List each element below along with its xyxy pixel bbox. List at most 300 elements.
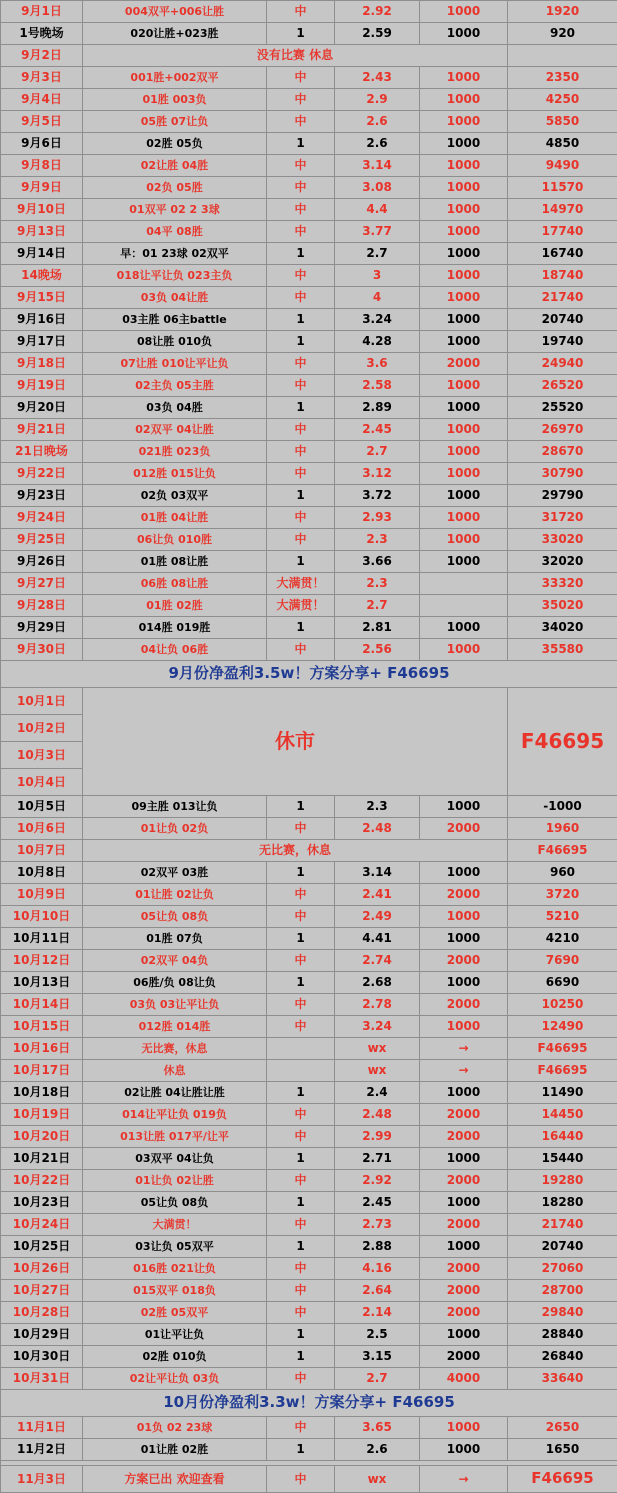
- table-row: [1, 796, 617, 818]
- row-date: 10月27日: [1, 1280, 83, 1302]
- row-odds: 3.72: [335, 485, 420, 507]
- row-date: 10月17日: [1, 1060, 83, 1082]
- table-row: [1, 441, 617, 463]
- row-content: 01胜 04让胜: [83, 507, 267, 529]
- row-result: 中: [267, 639, 335, 661]
- row-profit: 20740: [508, 1236, 617, 1258]
- table-row: [1, 67, 617, 89]
- table-row: [1, 994, 617, 1016]
- row-result: 1: [267, 23, 335, 45]
- row-odds: 4.4: [335, 199, 420, 221]
- table-row: [1, 221, 617, 243]
- row-result: 中: [267, 994, 335, 1016]
- row-stake: [420, 595, 508, 617]
- row-odds: 2.81: [335, 617, 420, 639]
- table-row: [1, 155, 617, 177]
- row-result: 中: [267, 441, 335, 463]
- row-content: 01双平 02 2 3球: [83, 199, 267, 221]
- row-date: 10月8日: [1, 862, 83, 884]
- row-profit: 1960: [508, 818, 617, 840]
- row-profit: 11490: [508, 1082, 617, 1104]
- row-odds: 3.14: [335, 155, 420, 177]
- row-odds: 2.3: [335, 573, 420, 595]
- row-content: 05胜 07让负: [83, 111, 267, 133]
- table-row: [1, 133, 617, 155]
- row-odds: 3.12: [335, 463, 420, 485]
- row-date: 10月5日: [1, 796, 83, 818]
- row-date: 9月1日: [1, 1, 83, 23]
- row-stake: 1000: [420, 397, 508, 419]
- row-odds: 2.68: [335, 972, 420, 994]
- row-content: 012胜 014胜: [83, 1016, 267, 1038]
- row-stake: 1000: [420, 1192, 508, 1214]
- row-content: 012胜 015让负: [83, 463, 267, 485]
- table-row: [1, 111, 617, 133]
- row-content: 016胜 021让负: [83, 1258, 267, 1280]
- row-result: 1: [267, 1439, 335, 1461]
- row-profit: 15440: [508, 1148, 617, 1170]
- row-result: 1: [267, 397, 335, 419]
- row-profit: 26520: [508, 375, 617, 397]
- row-stake: 1000: [420, 1417, 508, 1439]
- row-result: 中: [267, 199, 335, 221]
- row-result: 1: [267, 331, 335, 353]
- table-row: [1, 287, 617, 309]
- row-stake: 1000: [420, 551, 508, 573]
- row-odds: 3.15: [335, 1346, 420, 1368]
- row-date: 10月26日: [1, 1258, 83, 1280]
- row-content: 01负 02 23球: [83, 1417, 267, 1439]
- row-stake: 1000: [420, 972, 508, 994]
- row-stake: 1000: [420, 1439, 508, 1461]
- row-profit: 34020: [508, 617, 617, 639]
- row-stake: 1000: [420, 199, 508, 221]
- row-result: 中: [267, 529, 335, 551]
- row-odds: 2.6: [335, 1439, 420, 1461]
- row-date: 10月14日: [1, 994, 83, 1016]
- row-profit: 4210: [508, 928, 617, 950]
- row-content: 04让负 06胜: [83, 639, 267, 661]
- row-stake: 1000: [420, 221, 508, 243]
- table-row: [1, 397, 617, 419]
- row-stake: 1000: [420, 89, 508, 111]
- row-stake: 2000: [420, 1170, 508, 1192]
- row-odds: 2.43: [335, 67, 420, 89]
- table-row: [1, 1302, 617, 1324]
- row-profit: 24940: [508, 353, 617, 375]
- row-date: 10月28日: [1, 1302, 83, 1324]
- row-odds: 3.6: [335, 353, 420, 375]
- row-content: 05让负 08负: [83, 906, 267, 928]
- row-content: 001胜+002双平: [83, 67, 267, 89]
- row-profit: F46695: [508, 1038, 617, 1060]
- row-content: 02胜 010负: [83, 1346, 267, 1368]
- table-row: [1, 1016, 617, 1038]
- row-date: 9月25日: [1, 529, 83, 551]
- row-content: 014让平让负 019负: [83, 1104, 267, 1126]
- row-profit: 18280: [508, 1192, 617, 1214]
- row-date: 10月29日: [1, 1324, 83, 1346]
- row-profit: -1000: [508, 796, 617, 818]
- table-row: [1, 1346, 617, 1368]
- row-content: 03负 04胜: [83, 397, 267, 419]
- row-profit: 9490: [508, 155, 617, 177]
- table-row: [1, 928, 617, 950]
- row-odds: 3.77: [335, 221, 420, 243]
- row-stake: 2000: [420, 1104, 508, 1126]
- row-date: 10月24日: [1, 1214, 83, 1236]
- monthly-summary-row: [1, 661, 617, 688]
- row-profit: 17740: [508, 221, 617, 243]
- row-profit: 35020: [508, 595, 617, 617]
- row-result: 中: [267, 1126, 335, 1148]
- row-stake: 1000: [420, 155, 508, 177]
- row-stake: 1000: [420, 419, 508, 441]
- table-row: [1, 1126, 617, 1148]
- row-profit: [508, 45, 617, 67]
- table-row: [1, 950, 617, 972]
- row-content: 05让负 08负: [83, 1192, 267, 1214]
- row-content: 06胜 08让胜: [83, 573, 267, 595]
- row-odds: 2.48: [335, 818, 420, 840]
- table-row: [1, 1439, 617, 1461]
- row-odds: 2.49: [335, 906, 420, 928]
- row-odds: 4.16: [335, 1258, 420, 1280]
- row-content: 021胜 023负: [83, 441, 267, 463]
- row-result: 中: [267, 155, 335, 177]
- row-profit: 33320: [508, 573, 617, 595]
- row-result: 中: [267, 287, 335, 309]
- row-date: 14晚场: [1, 265, 83, 287]
- row-profit: 11570: [508, 177, 617, 199]
- row-result: 中: [267, 507, 335, 529]
- row-date: 11月3日: [1, 1466, 83, 1493]
- row-result: 1: [267, 1192, 335, 1214]
- row-date: 9月14日: [1, 243, 83, 265]
- row-odds: 2.73: [335, 1214, 420, 1236]
- table-row: [1, 1082, 617, 1104]
- table-row: [1, 331, 617, 353]
- row-odds: 2.92: [335, 1170, 420, 1192]
- row-stake: 1000: [420, 639, 508, 661]
- row-profit: 14970: [508, 199, 617, 221]
- row-profit: 960: [508, 862, 617, 884]
- row-result: 中: [267, 67, 335, 89]
- row-odds: 2.92: [335, 1, 420, 23]
- row-profit: 25520: [508, 397, 617, 419]
- row-content: 休息: [83, 1060, 267, 1082]
- contact-code: F46695: [508, 1466, 617, 1493]
- row-date: 10月3日: [1, 742, 83, 769]
- row-profit: 12490: [508, 1016, 617, 1038]
- row-date: 10月15日: [1, 1016, 83, 1038]
- table-row: [1, 199, 617, 221]
- row-result: [267, 1038, 335, 1060]
- plan-available-label: 方案已出 欢迎查看: [83, 1466, 267, 1493]
- row-profit: 7690: [508, 950, 617, 972]
- row-odds: 2.9: [335, 89, 420, 111]
- market-closed-label: 休市: [83, 688, 508, 796]
- row-odds: 2.78: [335, 994, 420, 1016]
- table-row: [1, 1417, 617, 1439]
- row-date: 9月17日: [1, 331, 83, 353]
- row-result: 中: [267, 177, 335, 199]
- monthly-summary-row: [1, 1390, 617, 1417]
- row-odds: 2.89: [335, 397, 420, 419]
- row-profit: 4250: [508, 89, 617, 111]
- row-stake: 1000: [420, 243, 508, 265]
- table-row: [1, 840, 617, 862]
- row-result: 中: [267, 1170, 335, 1192]
- row-date: 10月11日: [1, 928, 83, 950]
- row-profit: 20740: [508, 309, 617, 331]
- row-stake: 2000: [420, 1214, 508, 1236]
- row-date: 9月2日: [1, 45, 83, 67]
- row-stake: 2000: [420, 884, 508, 906]
- row-content: 02双平 04负: [83, 950, 267, 972]
- row-stake: 1000: [420, 1016, 508, 1038]
- row-profit: 33640: [508, 1368, 617, 1390]
- row-result: 1: [267, 1324, 335, 1346]
- monthly-summary: 9月份净盈利3.5w！方案分享+ F46695: [1, 661, 617, 688]
- row-date: 9月5日: [1, 111, 83, 133]
- row-odds: 2.7: [335, 243, 420, 265]
- row-content: 013让胜 017平/让平: [83, 1126, 267, 1148]
- table-row: [1, 309, 617, 331]
- row-content: 02双平 03胜: [83, 862, 267, 884]
- row-date: 10月2日: [1, 715, 83, 742]
- row-content: 02让胜 04胜: [83, 155, 267, 177]
- row-odds: 2.56: [335, 639, 420, 661]
- table-row: [1, 507, 617, 529]
- table-row: [1, 1368, 617, 1390]
- row-date: 9月6日: [1, 133, 83, 155]
- row-date: 10月19日: [1, 1104, 83, 1126]
- row-content: 01让平让负: [83, 1324, 267, 1346]
- row-content: 03负 03让平让负: [83, 994, 267, 1016]
- row-content: 004双平+006让胜: [83, 1, 267, 23]
- row-result: 大满贯！: [267, 573, 335, 595]
- row-stake: 1000: [420, 796, 508, 818]
- row-stake: 2000: [420, 818, 508, 840]
- row-profit: 4850: [508, 133, 617, 155]
- row-result: 中: [267, 1, 335, 23]
- table-row: [1, 485, 617, 507]
- row-stake: 1000: [420, 862, 508, 884]
- row-date: 9月18日: [1, 353, 83, 375]
- table-row: [1, 1038, 617, 1060]
- row-result: 中: [267, 1466, 335, 1493]
- row-odds: 2.6: [335, 133, 420, 155]
- row-result: 中: [267, 265, 335, 287]
- row-date: 9月23日: [1, 485, 83, 507]
- row-odds: 2.64: [335, 1280, 420, 1302]
- contact-method: wx: [335, 1466, 420, 1493]
- row-profit: F46695: [508, 1060, 617, 1082]
- row-profit: 35580: [508, 639, 617, 661]
- table-row: [1, 1060, 617, 1082]
- row-date: 10月6日: [1, 818, 83, 840]
- table-row: [1, 177, 617, 199]
- current-plan-row[interactable]: [1, 1466, 617, 1493]
- row-profit: 5210: [508, 906, 617, 928]
- row-content: 02让平让负 03负: [83, 1368, 267, 1390]
- row-result: 1: [267, 617, 335, 639]
- row-stake: 2000: [420, 950, 508, 972]
- row-result: 中: [267, 375, 335, 397]
- table-row: [1, 884, 617, 906]
- row-stake: 2000: [420, 994, 508, 1016]
- row-date: 10月10日: [1, 906, 83, 928]
- row-stake: →: [420, 1060, 508, 1082]
- row-odds: 3.24: [335, 309, 420, 331]
- row-odds: 2.41: [335, 884, 420, 906]
- row-content: 01胜 08让胜: [83, 551, 267, 573]
- row-content: 01胜 02胜: [83, 595, 267, 617]
- row-result: [267, 1060, 335, 1082]
- row-date: 10月13日: [1, 972, 83, 994]
- row-content: 03负 04让胜: [83, 287, 267, 309]
- row-content: 没有比赛 休息: [83, 45, 508, 67]
- row-profit: 29840: [508, 1302, 617, 1324]
- row-result: 1: [267, 972, 335, 994]
- row-odds: 2.3: [335, 796, 420, 818]
- row-stake: 1000: [420, 1, 508, 23]
- row-content: 02让胜 04让胜让胜: [83, 1082, 267, 1104]
- row-stake: 1000: [420, 375, 508, 397]
- row-odds: 3.08: [335, 177, 420, 199]
- row-date: 9月4日: [1, 89, 83, 111]
- row-content: 09主胜 013让负: [83, 796, 267, 818]
- row-odds: 3.66: [335, 551, 420, 573]
- table-row: [1, 551, 617, 573]
- table-row: [1, 1148, 617, 1170]
- row-date: 10月18日: [1, 1082, 83, 1104]
- row-date: 10月31日: [1, 1368, 83, 1390]
- row-odds: 2.6: [335, 111, 420, 133]
- row-date: 9月24日: [1, 507, 83, 529]
- row-profit: 16740: [508, 243, 617, 265]
- row-stake: 1000: [420, 441, 508, 463]
- row-stake: →: [420, 1038, 508, 1060]
- row-stake: 1000: [420, 485, 508, 507]
- row-date: 9月20日: [1, 397, 83, 419]
- row-date: 11月1日: [1, 1417, 83, 1439]
- row-result: 中: [267, 1417, 335, 1439]
- row-result: 中: [267, 353, 335, 375]
- row-date: 10月4日: [1, 769, 83, 796]
- row-profit: 3720: [508, 884, 617, 906]
- row-stake: 2000: [420, 1346, 508, 1368]
- row-date: 10月20日: [1, 1126, 83, 1148]
- table-row: [1, 45, 617, 67]
- row-content: 03主胜 06主battle: [83, 309, 267, 331]
- row-date: 10月30日: [1, 1346, 83, 1368]
- row-profit: 2650: [508, 1417, 617, 1439]
- row-profit: 16440: [508, 1126, 617, 1148]
- row-profit: 32020: [508, 551, 617, 573]
- row-odds: 3: [335, 265, 420, 287]
- row-result: 1: [267, 243, 335, 265]
- row-date: 9月15日: [1, 287, 83, 309]
- row-odds: 2.5: [335, 1324, 420, 1346]
- row-content: 02胜 05双平: [83, 1302, 267, 1324]
- row-content: 无比赛，休息: [83, 1038, 267, 1060]
- row-stake: 1000: [420, 287, 508, 309]
- row-profit: 1920: [508, 1, 617, 23]
- row-content: 01让负 02负: [83, 818, 267, 840]
- row-stake: 1000: [420, 265, 508, 287]
- row-odds: 2.7: [335, 1368, 420, 1390]
- table-row: [1, 1324, 617, 1346]
- contact-code: F46695: [508, 688, 617, 796]
- row-result: 1: [267, 485, 335, 507]
- row-date: 9月3日: [1, 67, 83, 89]
- row-result: 中: [267, 884, 335, 906]
- row-result: 中: [267, 1258, 335, 1280]
- row-profit: 5850: [508, 111, 617, 133]
- row-odds: 2.93: [335, 507, 420, 529]
- row-result: 1: [267, 133, 335, 155]
- row-stake: 1000: [420, 309, 508, 331]
- row-stake: 1000: [420, 928, 508, 950]
- row-result: 大满贯！: [267, 595, 335, 617]
- row-profit: 2350: [508, 67, 617, 89]
- row-odds: 2.99: [335, 1126, 420, 1148]
- row-odds: 2.7: [335, 595, 420, 617]
- row-date: 10月1日: [1, 688, 83, 715]
- row-odds: 3.14: [335, 862, 420, 884]
- row-result: 1: [267, 1236, 335, 1258]
- row-result: 中: [267, 818, 335, 840]
- table-row: [1, 419, 617, 441]
- row-date: 9月9日: [1, 177, 83, 199]
- row-content: 02负 05胜: [83, 177, 267, 199]
- table-body: [1, 1, 617, 1493]
- row-date: 9月10日: [1, 199, 83, 221]
- row-stake: 1000: [420, 1082, 508, 1104]
- row-stake: 2000: [420, 1258, 508, 1280]
- row-content: 02胜 05负: [83, 133, 267, 155]
- row-result: 中: [267, 463, 335, 485]
- row-date: 21日晚场: [1, 441, 83, 463]
- table-row: [1, 265, 617, 287]
- row-content: 06胜/负 08让负: [83, 972, 267, 994]
- row-stake: 2000: [420, 1280, 508, 1302]
- row-result: 1: [267, 309, 335, 331]
- row-profit: 10250: [508, 994, 617, 1016]
- row-odds: 2.74: [335, 950, 420, 972]
- row-profit: 14450: [508, 1104, 617, 1126]
- row-date: 10月7日: [1, 840, 83, 862]
- row-odds: wx: [335, 1038, 420, 1060]
- row-stake: 1000: [420, 67, 508, 89]
- row-stake: 1000: [420, 331, 508, 353]
- table-row: [1, 595, 617, 617]
- row-result: 中: [267, 1302, 335, 1324]
- row-content: 020让胜+023胜: [83, 23, 267, 45]
- table-row: [1, 1236, 617, 1258]
- row-stake: 1000: [420, 23, 508, 45]
- row-odds: 2.58: [335, 375, 420, 397]
- row-result: 中: [267, 111, 335, 133]
- row-odds: 4: [335, 287, 420, 309]
- row-stake: 1000: [420, 507, 508, 529]
- row-content: 02负 03双平: [83, 485, 267, 507]
- table-row: [1, 573, 617, 595]
- table-row: [1, 23, 617, 45]
- row-date: 10月12日: [1, 950, 83, 972]
